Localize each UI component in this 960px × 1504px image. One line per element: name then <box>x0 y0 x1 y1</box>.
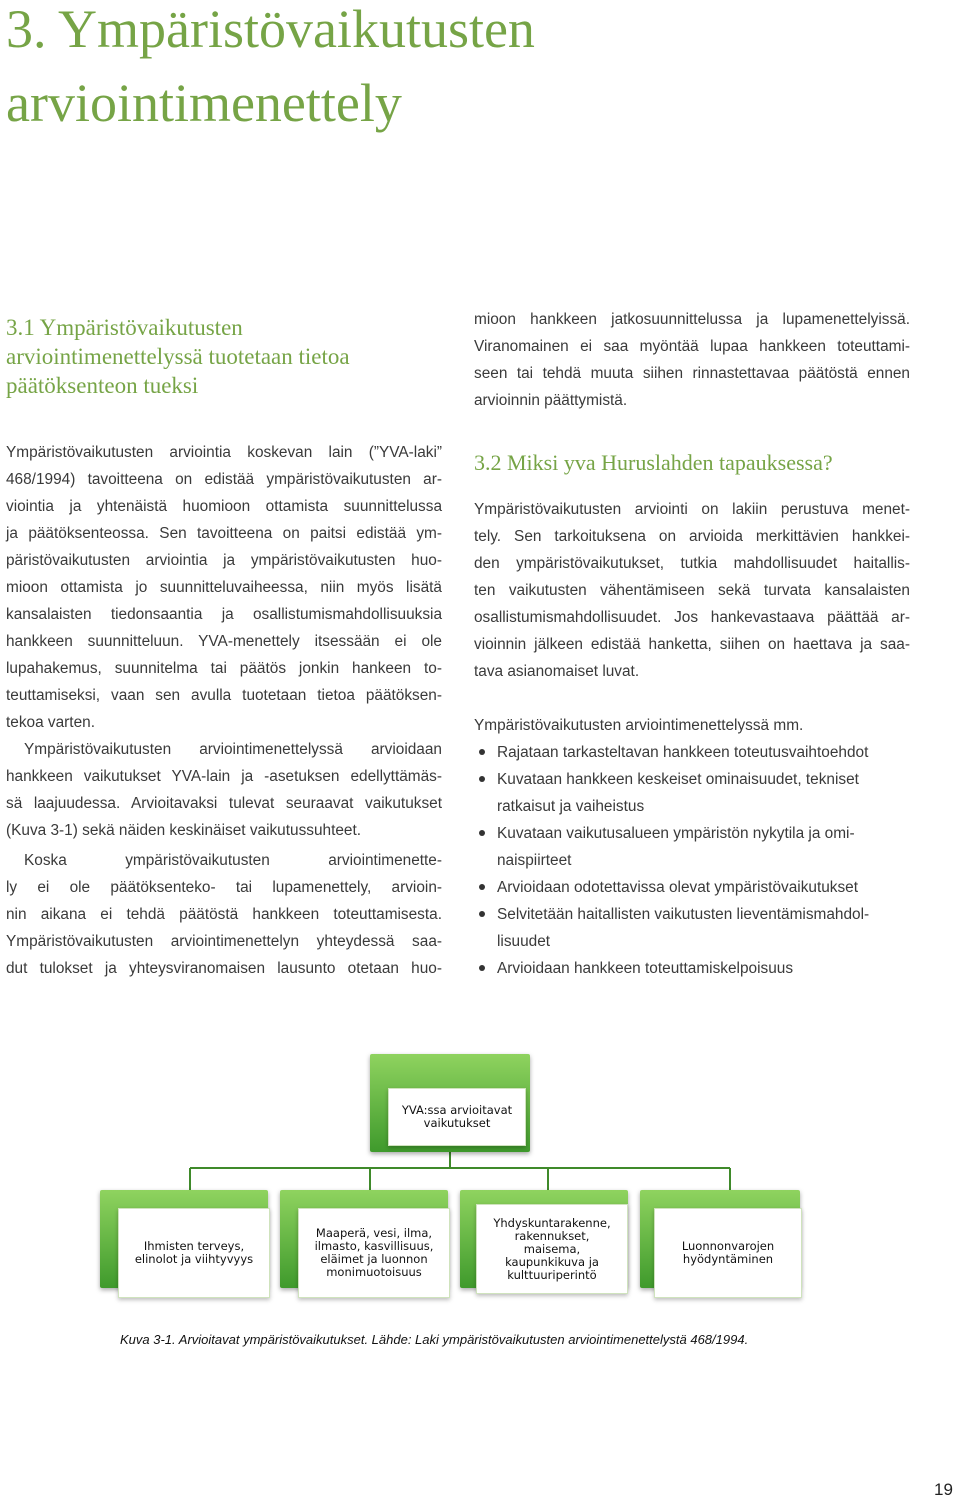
figure-caption: Kuva 3-1. Arvioitavat ympäristövaikutukset. Lähde: Laki ympäristövaikutusten arviointimenettelystä 468/1994. <box>120 1332 749 1347</box>
section-heading-line: päätöksenteon tueksi <box>6 373 199 398</box>
text-line: ja päätöksenteossa. Sen tavoitteena on paitsi edistää ym- <box>6 525 442 542</box>
text-line: den ympäristövaikutukset, tutkia mahdollisuudet haitallis- <box>474 555 910 572</box>
text-line: lupahakemus, suunnitelma tai päätös jonkin hankeen to- <box>6 660 442 677</box>
text-line: ten vaikutusten vähentämiseen sekä turvata kansalaisten <box>474 582 910 599</box>
child-node-resources <box>654 1208 802 1298</box>
text-line: arvioinnin päättymistä. <box>474 392 628 409</box>
text-line: Viranomainen ei saa myöntää lupaa hankkeen toteuttami- <box>474 338 910 355</box>
text-line: ly ei ole päätöksenteko- tai lupamenettely, arvioin- <box>6 879 442 896</box>
text-line: osallistumismahdollisuudet. Jos hankevastaava päättää ar- <box>474 609 910 626</box>
child-node-health <box>118 1208 270 1298</box>
text-line: Ympäristövaikutusten arviointimenettelyn yhteydessä saa- <box>6 933 442 950</box>
page-number: 19 <box>934 1480 953 1499</box>
text-line: hankkeen vaikutukset YVA-lain ja -asetuksen edellyttämäs- <box>6 768 442 785</box>
text-line: (Kuva 3-1) sekä näiden keskinäiset vaikutussuhteet. <box>6 822 362 839</box>
node-label: Ihmisten terveys, <box>143 1239 245 1253</box>
text-line: mioon ottamista jo suunnitteluvaiheessa, niin myös lisätä <box>6 579 442 596</box>
list-item: lisuudet <box>497 933 551 950</box>
page-title-line: arviointimenettely <box>6 73 402 133</box>
text-line: dut tulokset ja yhteysviranomaisen lausunto otetaan huo- <box>6 960 442 977</box>
text-line: seen tai tehdä muuta siihen rinnastettavaa päätöstä ennen <box>474 365 910 382</box>
list-item: Arvioidaan hankkeen toteuttamiskelpoisuus <box>497 960 794 977</box>
text-line: mioon hankkeen jatkosuunnittelussa ja lupamenettelyissä. <box>474 311 910 328</box>
list-item: naispiirteet <box>497 852 572 869</box>
section-heading-line: arviointimenettelyssä tuotetaan tietoa <box>6 344 350 369</box>
child-node-community <box>476 1204 628 1294</box>
node-label: kaupunkikuva ja <box>505 1254 599 1269</box>
text-line: tely. Sen tarkoituksena on arvioida merkittävien hankkei- <box>474 528 910 545</box>
text-line: 468/1994) tavoitteena on edistää ympäristövaikutusten ar- <box>6 471 442 488</box>
node-label: kulttuuriperintö <box>507 1267 597 1282</box>
text-line: kansalaisten tiedonsaantia ja osallistumismahdollisuuksia <box>6 606 442 623</box>
node-label: maisema, <box>523 1241 581 1256</box>
node-label: monimuotoisuus <box>326 1265 422 1279</box>
text-line: viointia ja yhtenäistä huomioon ottamista suunnittelussa <box>6 498 442 515</box>
text-line: tekoa varten. <box>6 714 95 731</box>
node-label: Yhdyskuntarakenne, <box>493 1215 611 1230</box>
list-item: Arvioidaan odotettavissa olevat ympäristövaikutukset <box>497 879 859 896</box>
list-item: Kuvataan vaikutusalueen ympäristön nykytila ja omi- <box>497 825 855 842</box>
text-line: Ympäristövaikutusten arviointia koskevan lain (”YVA-laki” <box>6 444 442 461</box>
text-line: Koska ympäristövaikutusten arviointimenette- <box>24 852 442 869</box>
node-label: YVA:ssa arvioitavat <box>401 1103 513 1117</box>
node-label: eläimet ja luonnon <box>320 1252 428 1266</box>
text-line: hankkeen suunnitteluun. YVA-menettely itsessään ei ole <box>6 633 442 650</box>
root-node <box>388 1088 526 1146</box>
text-line: tava asianomaiset luvat. <box>474 663 640 680</box>
node-label: hyödyntäminen <box>682 1252 774 1266</box>
node-label: ilmasto, kasvillisuus, <box>314 1239 434 1253</box>
node-label: elinolot ja viihtyvyys <box>134 1252 254 1266</box>
text-line: Ympäristövaikutusten arviointi on lakiin perustuva menet- <box>474 501 910 518</box>
list-item: Kuvataan hankkeen keskeiset ominaisuudet, tekniset <box>497 771 859 788</box>
page-title-line: 3. Ympäristövaikutusten <box>6 0 535 59</box>
section-heading-3-2: 3.2 Miksi yva Huruslahden tapauksessa? <box>474 450 833 475</box>
text-line: vioinnin jälkeen edistää hanketta, siihen on haettava ja saa- <box>474 636 910 653</box>
list-item: ratkaisut ja vaiheistus <box>497 798 645 815</box>
section-heading-line: 3.1 Ympäristövaikutusten <box>6 315 243 340</box>
list-item: Selvitetään haitallisten vaikutusten lieventämismahdol- <box>497 906 870 923</box>
text-line: sä laajuudessa. Arvioitavaksi tulevat seuraavat vaikutukset <box>6 795 442 812</box>
node-label: rakennukset, <box>514 1228 590 1243</box>
text-line: Ympäristövaikutusten arviointimenettelyssä arvioidaan <box>24 741 442 758</box>
text-line: nin aikana ei tehdä päätöstä hankkeen toteuttamisesta. <box>6 906 442 923</box>
list-intro: Ympäristövaikutusten arviointimenettelyssä mm. <box>474 717 804 734</box>
text-line: päristövaikutusten arviointia ja ympäristövaikutusten huo- <box>6 552 442 569</box>
child-node-environment <box>298 1208 450 1298</box>
list-item: Rajataan tarkasteltavan hankkeen toteutusvaihtoehdot <box>497 744 869 761</box>
node-label: vaikutukset <box>423 1116 491 1130</box>
node-label: Maaperä, vesi, ilma, <box>315 1226 433 1240</box>
text-line: teuttamiseksi, vaan sen avulla tuotetaan tietoa päätöksen- <box>6 687 442 704</box>
node-label: Luonnonvarojen <box>681 1239 775 1253</box>
